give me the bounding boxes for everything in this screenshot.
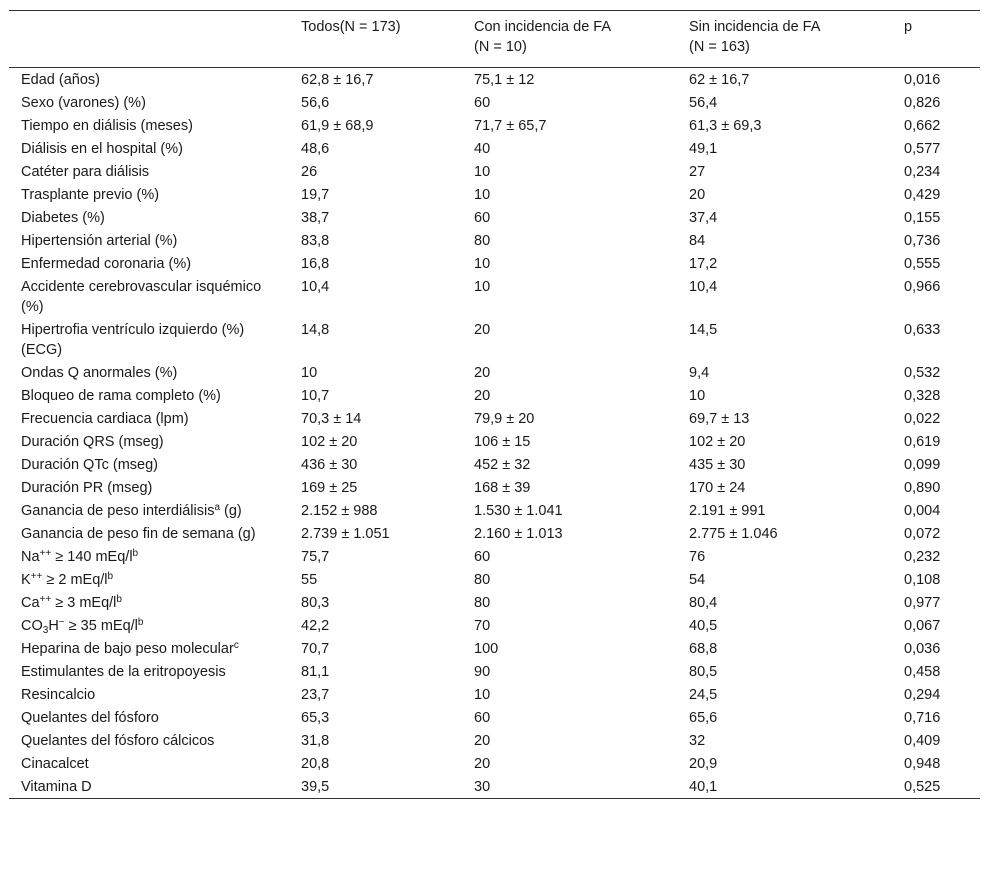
row-label-text: Frecuencia cardiaca (lpm) [21, 411, 189, 427]
row-label-text: Quelantes del fósforo [21, 710, 159, 726]
row-label [9, 430, 289, 453]
table-row [9, 683, 980, 706]
header-sin-fa-line1: Sin incidencia de FA [689, 19, 821, 35]
row-label-text: Hipertrofia ventrículo izquierdo (%) (ECG) [21, 322, 245, 358]
cell-p-value: 0,072 [904, 526, 941, 542]
cell-sin-fa: 65,6 [689, 710, 718, 726]
cell-sin-fa: 76 [689, 549, 706, 565]
cell-todos: 23,7 [301, 687, 330, 703]
row-label [9, 683, 289, 706]
cell-todos: 436 ± 30 [301, 457, 358, 473]
row-label-text: Trasplante previo (%) [21, 187, 160, 203]
cell-p-value: 0,294 [904, 687, 941, 703]
cell-p-value: 0,948 [904, 756, 941, 772]
cell-p-value: 0,977 [904, 595, 941, 611]
row-label-text: Hipertensión arterial (%) [21, 233, 178, 249]
row-label-text: Duración QTc (mseg) [21, 457, 158, 473]
cell-sin-fa: 69,7 ± 13 [689, 411, 750, 427]
cell-todos: 169 ± 25 [301, 480, 358, 496]
cell-con-fa: 100 [474, 641, 499, 657]
cell-p-value: 0,619 [904, 434, 941, 450]
row-label-text: Bloqueo de rama completo (%) [21, 388, 221, 404]
cell-con-fa: 10 [474, 164, 491, 180]
cell-p-value: 0,525 [904, 779, 941, 795]
cell-sin-fa: 2.775 ± 1.046 [689, 526, 778, 542]
table-row [9, 660, 980, 683]
cell-p-value: 0,409 [904, 733, 941, 749]
row-label [9, 660, 289, 683]
cell-todos: 80,3 [301, 595, 330, 611]
cell-sin-fa: 40,5 [689, 618, 718, 634]
cell-sin-fa: 20 [689, 187, 706, 203]
row-label-text: Heparina de bajo peso molecular [21, 641, 234, 657]
cell-sin-fa: 9,4 [689, 365, 710, 381]
data-table [9, 10, 980, 799]
header-con-fa-line1: Con incidencia de FA [474, 19, 612, 35]
cell-con-fa: 75,1 ± 12 [474, 72, 535, 88]
row-label-superscript: ++ [30, 571, 43, 582]
cell-todos: 81,1 [301, 664, 330, 680]
row-label [9, 183, 289, 206]
row-label-text: Ganancia de peso interdiálisis [21, 503, 215, 519]
cell-todos: 75,7 [301, 549, 330, 565]
cell-p-value: 0,004 [904, 503, 941, 519]
table-row [9, 318, 980, 361]
row-label-text: Duración QRS (mseg) [21, 434, 164, 450]
row-label [9, 318, 289, 361]
cell-con-fa: 10 [474, 187, 491, 203]
cell-sin-fa: 10 [689, 388, 706, 404]
row-label [9, 614, 289, 637]
row-label-text-after: (g) [220, 503, 242, 519]
footnote-marker: b [107, 571, 114, 582]
cell-con-fa: 10 [474, 256, 491, 272]
row-label-superscript: − [58, 617, 65, 628]
table-row [9, 407, 980, 430]
row-label-superscript: ++ [39, 548, 52, 559]
cell-p-value: 0,890 [904, 480, 941, 496]
cell-todos: 31,8 [301, 733, 330, 749]
cell-todos: 2.152 ± 988 [301, 503, 378, 519]
header-row [9, 11, 980, 68]
cell-todos: 48,6 [301, 141, 330, 157]
row-label-text: Ca [21, 595, 40, 611]
cell-con-fa: 60 [474, 95, 491, 111]
cell-todos: 16,8 [301, 256, 330, 272]
cell-sin-fa: 17,2 [689, 256, 718, 272]
cell-p-value: 0,532 [904, 365, 941, 381]
cell-p-value: 0,662 [904, 118, 941, 134]
cell-sin-fa: 37,4 [689, 210, 718, 226]
cell-sin-fa: 27 [689, 164, 706, 180]
cell-sin-fa: 24,5 [689, 687, 718, 703]
cell-todos: 10,7 [301, 388, 330, 404]
header-sin-fa-line2: (N = 163) [689, 39, 750, 55]
table-row [9, 706, 980, 729]
cell-sin-fa: 80,5 [689, 664, 718, 680]
header-todos: Todos(N = 173) [289, 11, 462, 68]
header-sin-fa [677, 11, 892, 68]
row-label-text-mid: ≥ 3 mEq/l [51, 595, 117, 611]
cell-con-fa: 452 ± 32 [474, 457, 531, 473]
table-row [9, 114, 980, 137]
row-label [9, 206, 289, 229]
cell-todos: 26 [301, 164, 318, 180]
cell-con-fa: 90 [474, 664, 491, 680]
cell-con-fa: 106 ± 15 [474, 434, 531, 450]
cell-con-fa: 20 [474, 388, 491, 404]
cell-p-value: 0,108 [904, 572, 941, 588]
cell-p-value: 0,067 [904, 618, 941, 634]
table-row [9, 545, 980, 568]
footnote-marker: b [116, 594, 122, 605]
cell-sin-fa: 10,4 [689, 279, 718, 295]
cell-sin-fa: 102 ± 20 [689, 434, 746, 450]
cell-con-fa: 10 [474, 687, 491, 703]
row-label [9, 729, 289, 752]
table-row [9, 637, 980, 660]
cell-todos: 20,8 [301, 756, 330, 772]
cell-sin-fa: 61,3 ± 69,3 [689, 118, 762, 134]
cell-p-value: 0,577 [904, 141, 941, 157]
cell-con-fa: 79,9 ± 20 [474, 411, 535, 427]
cell-p-value: 0,022 [904, 411, 941, 427]
cell-sin-fa: 435 ± 30 [689, 457, 746, 473]
row-label [9, 591, 289, 614]
row-label [9, 568, 289, 591]
row-label-text-mid: ≥ 2 mEq/l [42, 572, 108, 588]
cell-todos: 42,2 [301, 618, 330, 634]
cell-sin-fa: 32 [689, 733, 706, 749]
row-label-text: Ondas Q anormales (%) [21, 365, 178, 381]
cell-con-fa: 60 [474, 710, 491, 726]
row-label-superscript: ++ [39, 594, 52, 605]
row-label-text: Edad (años) [21, 72, 100, 88]
table-row [9, 361, 980, 384]
cell-p-value: 0,232 [904, 549, 941, 565]
cell-con-fa: 20 [474, 756, 491, 772]
cell-con-fa: 71,7 ± 65,7 [474, 118, 547, 134]
row-label [9, 476, 289, 499]
row-label [9, 68, 289, 92]
row-label-text: Ganancia de peso fin de semana (g) [21, 526, 256, 542]
row-label-text: Catéter para diálisis [21, 164, 150, 180]
row-label [9, 407, 289, 430]
row-label-text: Vitamina D [21, 779, 92, 795]
header-con-fa-line2: (N = 10) [474, 39, 527, 55]
row-label-text: Diálisis en el hospital (%) [21, 141, 183, 157]
row-label [9, 114, 289, 137]
table-row [9, 568, 980, 591]
footnote-marker: a [214, 502, 221, 513]
cell-todos: 2.739 ± 1.051 [301, 526, 390, 542]
table-row [9, 91, 980, 114]
cell-sin-fa: 54 [689, 572, 706, 588]
table-row [9, 229, 980, 252]
cell-con-fa: 60 [474, 549, 491, 565]
table-row [9, 137, 980, 160]
table-body [9, 68, 980, 799]
footnote-marker: b [137, 617, 144, 628]
cell-con-fa: 40 [474, 141, 491, 157]
cell-p-value: 0,328 [904, 388, 941, 404]
row-label [9, 453, 289, 476]
cell-con-fa: 80 [474, 572, 491, 588]
cell-sin-fa: 49,1 [689, 141, 718, 157]
table-row [9, 476, 980, 499]
cell-con-fa: 80 [474, 233, 491, 249]
row-label [9, 137, 289, 160]
cell-p-value: 0,234 [904, 164, 941, 180]
table-row [9, 729, 980, 752]
header-variable [9, 11, 289, 68]
cell-p-value: 0,458 [904, 664, 941, 680]
cell-sin-fa: 68,8 [689, 641, 718, 657]
table-row [9, 430, 980, 453]
cell-con-fa: 80 [474, 595, 491, 611]
table-header [9, 11, 980, 68]
row-label [9, 91, 289, 114]
row-label-text: Accidente cerebrovascular isquémico (%) [21, 279, 262, 315]
cell-todos: 10,4 [301, 279, 330, 295]
row-label-text: Na [21, 549, 40, 565]
cell-todos: 39,5 [301, 779, 330, 795]
cell-todos: 19,7 [301, 187, 330, 203]
cell-sin-fa: 62 ± 16,7 [689, 72, 750, 88]
cell-p-value: 0,716 [904, 710, 941, 726]
cell-p-value: 0,555 [904, 256, 941, 272]
row-label-text: Enfermedad coronaria (%) [21, 256, 192, 272]
cell-todos: 83,8 [301, 233, 330, 249]
row-label-text: CO [21, 618, 43, 634]
cell-p-value: 0,966 [904, 279, 941, 295]
cell-p-value: 0,155 [904, 210, 941, 226]
cell-con-fa: 70 [474, 618, 491, 634]
row-label-text: Estimulantes de la eritropoyesis [21, 664, 226, 680]
row-label [9, 752, 289, 775]
cell-todos: 61,9 ± 68,9 [301, 118, 374, 134]
cell-con-fa: 20 [474, 733, 491, 749]
footnote-marker: c [233, 640, 239, 651]
cell-sin-fa: 80,4 [689, 595, 718, 611]
cell-p-value: 0,099 [904, 457, 941, 473]
row-label [9, 637, 289, 660]
cell-p-value: 0,826 [904, 95, 941, 111]
header-con-fa [462, 11, 677, 68]
table-row [9, 453, 980, 476]
cell-sin-fa: 40,1 [689, 779, 718, 795]
row-label-text-mid: ≥ 140 mEq/l [51, 549, 133, 565]
cell-con-fa: 168 ± 39 [474, 480, 531, 496]
cell-p-value: 0,016 [904, 72, 941, 88]
cell-todos: 56,6 [301, 95, 330, 111]
table-row [9, 183, 980, 206]
header-p: p [892, 11, 980, 68]
cell-sin-fa: 170 ± 24 [689, 480, 746, 496]
cell-p-value: 0,429 [904, 187, 941, 203]
cell-con-fa: 2.160 ± 1.013 [474, 526, 563, 542]
cell-todos: 65,3 [301, 710, 330, 726]
cell-sin-fa: 56,4 [689, 95, 718, 111]
row-label [9, 384, 289, 407]
row-label-text: Resincalcio [21, 687, 96, 703]
row-label [9, 499, 289, 522]
row-label-text-mid2: ≥ 35 mEq/l [64, 618, 138, 634]
row-label [9, 706, 289, 729]
row-label [9, 545, 289, 568]
table-row [9, 68, 980, 92]
row-label-text: Diabetes (%) [21, 210, 105, 226]
cell-todos: 10 [301, 365, 318, 381]
cell-todos: 70,3 ± 14 [301, 411, 362, 427]
row-label [9, 522, 289, 545]
table-row [9, 499, 980, 522]
row-label [9, 229, 289, 252]
table-row [9, 591, 980, 614]
row-label [9, 252, 289, 275]
table-row [9, 206, 980, 229]
cell-p-value: 0,036 [904, 641, 941, 657]
cell-todos: 38,7 [301, 210, 330, 226]
row-label-text-mid: H [48, 618, 59, 634]
table-row [9, 614, 980, 637]
table-row [9, 160, 980, 183]
row-label-subscript: 3 [42, 625, 49, 636]
row-label [9, 160, 289, 183]
row-label-text: Cinacalcet [21, 756, 89, 772]
table-row [9, 252, 980, 275]
cell-sin-fa: 20,9 [689, 756, 718, 772]
cell-todos: 55 [301, 572, 318, 588]
row-label [9, 275, 289, 318]
cell-p-value: 0,736 [904, 233, 941, 249]
cell-todos: 14,8 [301, 322, 330, 338]
cell-sin-fa: 14,5 [689, 322, 718, 338]
cell-con-fa: 20 [474, 365, 491, 381]
table-row [9, 384, 980, 407]
cell-p-value: 0,633 [904, 322, 941, 338]
cell-todos: 102 ± 20 [301, 434, 358, 450]
cell-sin-fa: 84 [689, 233, 706, 249]
cell-con-fa: 20 [474, 322, 491, 338]
table-row [9, 752, 980, 775]
table-row [9, 275, 980, 318]
cell-con-fa: 30 [474, 779, 491, 795]
row-label-text: Sexo (varones) (%) [21, 95, 146, 111]
row-label-text: K [21, 572, 31, 588]
cell-con-fa: 60 [474, 210, 491, 226]
row-label-text: Tiempo en diálisis (meses) [21, 118, 193, 134]
table-row [9, 775, 980, 799]
cell-con-fa: 10 [474, 279, 491, 295]
cell-sin-fa: 2.191 ± 991 [689, 503, 766, 519]
row-label [9, 361, 289, 384]
table-row [9, 522, 980, 545]
cell-todos: 70,7 [301, 641, 330, 657]
row-label-text: Quelantes del fósforo cálcicos [21, 733, 215, 749]
cell-todos: 62,8 ± 16,7 [301, 72, 374, 88]
row-label [9, 775, 289, 799]
row-label-text: Duración PR (mseg) [21, 480, 153, 496]
cell-con-fa: 1.530 ± 1.041 [474, 503, 563, 519]
footnote-marker: b [132, 548, 139, 559]
